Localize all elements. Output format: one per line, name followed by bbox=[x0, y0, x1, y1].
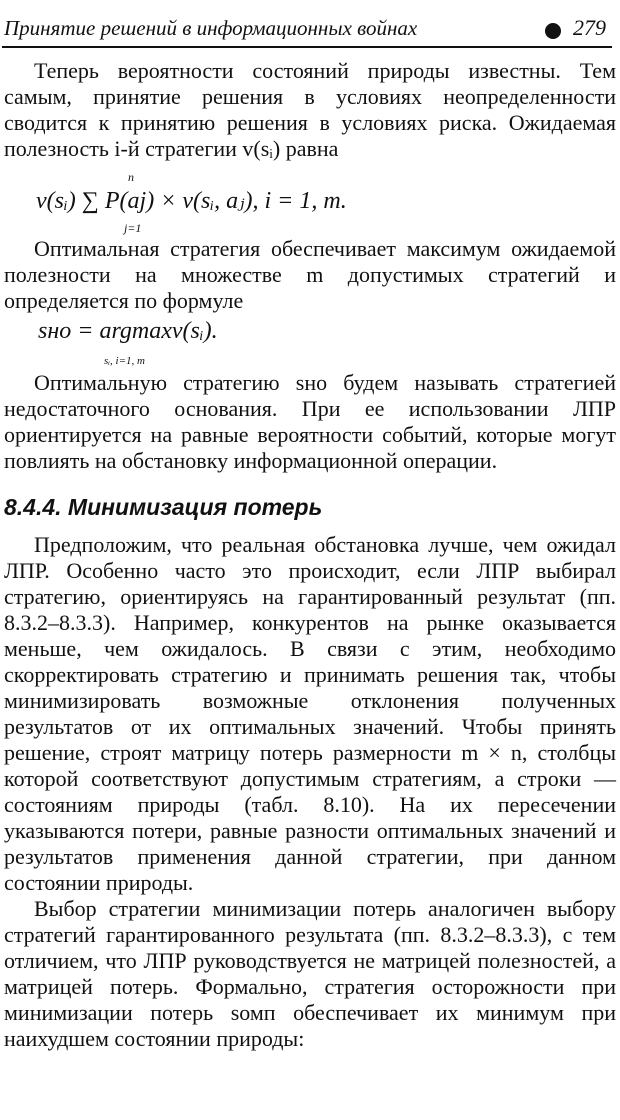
formula-argmax bbox=[38, 314, 616, 370]
bullet-icon bbox=[545, 23, 561, 39]
paragraph-loss-minimization: Выбор стратегии минимизации потерь аналогичен выбору стратегий гарантированного результата (пп. 8.3.2–8.3.3), с тем отличием, что ЛПР руководствуется не матрицей полезностей, а матрицей потерь. Формально, стратегия осторожности при минимизации потерь sомп обеспечивает их минимум при наихудшем состоянии природы: bbox=[4, 896, 616, 1051]
formula-expected-utility-body: v(sᵢ) ∑ P(aj) × v(sᵢ, aⱼ), i = 1, m. bbox=[36, 188, 347, 214]
page-body bbox=[4, 58, 616, 1052]
running-header bbox=[0, 14, 612, 46]
paragraph-expected-utility: Теперь вероятности состояний природы известны. Тем самым, принятие решения в условиях неопределенности сводится к принятию решения в условиях риска. Ожидаемая полезность i-й стратегии v(sᵢ) равна bbox=[4, 58, 616, 161]
paragraph-insufficient-reason: Оптимальную стратегию sнo будем называть стратегией недостаточного основания. При ее использовании ЛПР ориентируется на равные вероятности событий, которые могут повлиять на обстановку информационной операции. bbox=[4, 370, 616, 473]
sum-upper-limit: n bbox=[128, 170, 134, 184]
header-divider bbox=[2, 46, 612, 48]
paragraph-optimal-strategy: Оптимальная стратегия обеспечивает максимум ожидаемой полезности на множестве m допустимых стратегий и определяется по формуле bbox=[4, 236, 616, 313]
running-header-title: Принятие решений в информационных войнах bbox=[4, 16, 418, 40]
paragraph-loss-matrix: Предположим, что реальная обстановка лучше, чем ожидал ЛПР. Особенно часто это происходит, если ЛПР выбирал стратегию, ориентируясь на гарантированный результат (пп. 8.3.2–8.3.3). Например, конкурентов на рынке оказывается меньше, чем ожидалось. В связи с этим, необходимо скорректировать стратегию и принимать решения так, чтобы минимизировать возможные отклонения полученных результатов от их оптимальных значений. Чтобы принять решение, строят матрицу потерь размерности m × n, столбцы которой соответствуют допустимым стратегиям, а строки — состояниям природы (табл. 8.10). На их пересечении указываются потери, равные разности оптимальных значений и результатов применения данной стратегии, при данном состоянии природы. bbox=[4, 532, 616, 895]
formula-argmax-body: sнo = argmaxv(sᵢ). bbox=[38, 318, 218, 344]
formula-argmax-subscript: sᵢ, i=1, m bbox=[104, 355, 145, 367]
formula-expected-utility bbox=[36, 162, 616, 236]
sum-lower-limit: j=1 bbox=[124, 221, 142, 235]
section-heading: 8.4.4. Минимизация потерь bbox=[4, 494, 323, 520]
page-number: 279 bbox=[573, 15, 606, 40]
